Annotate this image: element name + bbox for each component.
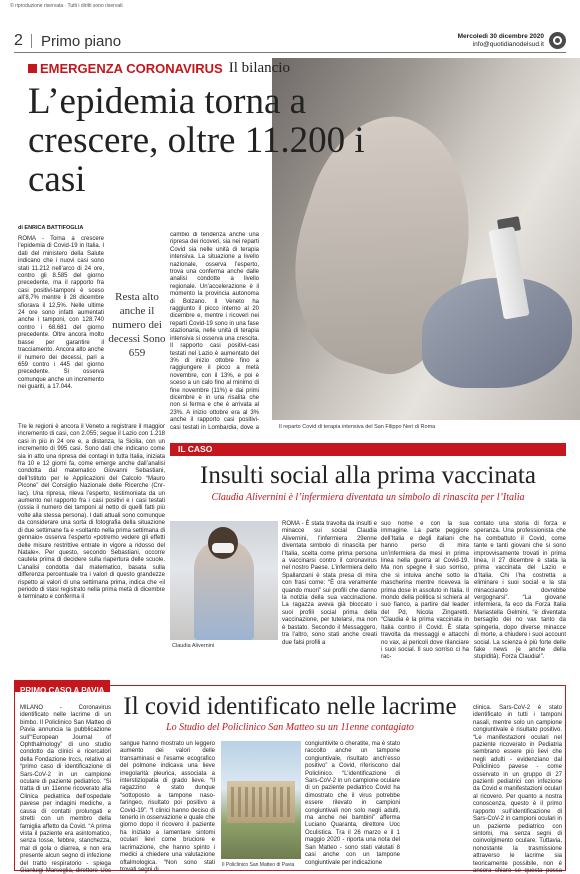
main-author: di ENRICA BATTIFOGLIA [18,225,84,231]
header-separator [31,34,32,48]
photo-mask [212,543,234,553]
copyright-line: © riproduzione riservata · Tutti i diritti sono riservati [10,3,123,9]
second-headline: Insulti social alla prima vaccinata [200,462,536,489]
second-tag-label: IL CASO [178,444,213,454]
main-kicker [28,59,290,74]
second-photo-caption: Claudia Alivernini [172,643,215,649]
third-col-1: sangue hanno mostrato un leggero aumento dei valori delle transaminasi e l’esame ecografico del polmone indicava una lieve irregolarità pleurica, associata a interstiziopatia di grado lieve. “Il ragazzino è stato dunque “sottoposto a tampone naso-faringeo, risultato poi positivo a Covid-19”. “I clinici hanno deciso di tenerlo in osservazione e quale che giorno dopo il ricovero il paziente ha iniziato a lamentare sintomi oculari lievi come bruciore e lacrimazione, che hanno spinto i medici a chiedere una valutazione oftalmologica. “Non sono stati trovati segni di [120,741,215,873]
header-meta [458,33,544,49]
third-story-tag [14,680,110,695]
second-col-2: suo nome e con la sua immagine. La parte peggiore dell’Italia e degli italiani che hanno perso di mira un’infermiera da mesi in prima linea nella guerra al Covid-19. Ma non spegne il suo sorriso, che si intuiva anche sotto la mascherina mentre riceveva la prima dose in assoluto in Italia. Il mondo della politica si schiera al suo fianco, a partire dal leader del Pd, Nicola Zingaretti. “Claudia è la prima vaccinata in Italia contro il Covid. È stata travolta da messaggi e attacchi no vax, ai pericoli dove rilanciare i suoi social. Il suo sorriso ci ha rac- [381,521,469,661]
page-header [14,32,566,50]
photo-glove [422,278,572,388]
main-headline: L’epidemia torna a crescere, oltre 11.200 i casi [28,81,365,200]
kicker-square-icon [28,64,37,73]
main-col-1: ROMA - Torna a crescere l’epidemia di Covid-19 in Italia. I dati del ministero della Salute indicano che i nuovi casi sono stati 11.212 nell’arco di 24 ore, contro gli 8.585 del giorno precedente, ma il rapporto fra casi positivi-tamponi è sceso all’8,7% mentre il 28 dicembre sfiorava il 12,5%. Nelle ultime 24 ore sono infatti aumentati anche i tamponi, con 128.740 contro i 68.681 del giorno precedente. Oltre ancora molto basse per garantire il tracciamento. Ancora alto anche il numero dei decessi, pari a 659 contro i 445 del giorno precedente. Si osserva comunque anche un incremento nei guariti, a 17.044. [18,236,104,391]
third-photo-caption: Il Policlinico San Matteo di Pavia [222,862,295,868]
third-col-2: congiuntivite o cheratite, ma è stato raccolto anche un tampone congiuntivale, risultato anch’esso positivo” a Covid, riferiscono dal Policlinico. “L’identificazione di Sars-CoV-2 in un campione oculare di un paziente pediatrico Covid ha dimostrato che il virus potrebbe essere rilevato in campioni congiuntivali non solo negli adulti, ma anche nei bambini” afferma Luciano Quaranta, direttore Uoc Oculistica. Tra il 26 marzo e il 1 maggio 2020 - riporta una nota del San Matteo - sono stati valutati 8 casi anche con un tampone congiuntivale per indicazione [305,741,400,866]
third-headline: Il covid identificato nelle lacrime [123,693,457,720]
page-number: 2 [14,32,23,49]
issue-date: Mercoledì 30 dicembre 2020 [457,33,544,40]
section-title: Primo piano [41,33,122,50]
main-col-2: cambio di tendenza anche una ripresa dei ricoveri, sia nei reparti Covid sia nelle unità di terapia intensiva. La situazione a livello nazionale, osserva l’esperto, trova una conferma anche dalle analisi condotte a livello regionale. Un’accelerazione è il momento la provincia autonoma di Bolzano. Il Veneto ha raggiunto il picco interno al 20 dicembre e, mentre i ricoveri nei reparti Covid-19 sono in una fase stazionaria, nelle unità di terapia intensiva si osserva una crescita. Il rapporto casi positivi-casi testati nel Lazio è aumentato del 3% di inizio ottobre fino a raggiungere il picco a metà novembre, con il 13%, e poi è sceso a un calo fino al minimo di fine novembre (11%) e dai primi dicembre è in una risalita che non si ferma e che è arrivata al 23%. A inizio ottobre era al 3% anche il rapporto casi positivi-casi testati in Lombardia, dove a [170,232,259,431]
main-col-1b: Tre le regioni è ancora il Veneto a registrare il maggior incremento di casi, con 2.055; segue il Lazio con 1.218 casi in più in 24 ore e, a distanza, la Sicilia, con un incremento di 995 casi. Sono dati che indicano come sia in atto una ripresa dei contagi in tutta Italia, iniziata fra 10 e 12 giorni fa, come emerge anche dall’analisi condotta dal matematico Giovanni Sebastiani, dell’Istituto per le Applicazioni del Calcolo “Mauro Picone” del Consiglio Nazionale delle Ricerche (Cnr-Iac). Una ripresa, rileva l’esperto, testimoniata da un aumento nel rapporto fra i casi positivi e i casi testati (ossia il numero dei tamponi al netto di quelli fatti più volte alla stessa persona). I dati attuali sono comunque da considerare una sorta di fotografia della situazione di due settimane fa e «soltanto nella prima settimana di gennaio» osserva l’esperto «potremo vedere gli effetti delle misure restrittive entrate in vigore a ridosso del Natale». Per questo, secondo Sebastiani, occorre cautela prima di decidere sulla riapertura delle scuole. L’analisi condotta dal matematico, basata sulla differenza percentuale tra i valori di questo grandezze rispetto ai valori di una settimana prima, indica che «il periodo di stasi registrato nella prima metà di dicembre è terminato e conferma il [18,424,165,601]
main-pullquote: Resta alto anche il numero dei decessi Sono 659 [108,291,166,359]
third-tag-label: PRIMO CASO A PAVIA [20,686,105,695]
second-col-3: contato una storia di forza e speranza. Una professionista che ha combattuto il Covid, come tante e tanti giovani che si sono improvvisamente trovati in prima linea, il 27 dicembre è stata la prima vaccinata del Lazio e d’Italia. Chi l’ha costretta a eliminare i suoi social e la sta minacciando dovrebbe vergognarsi”. “La giovane infermiera, fa eco da Forza Italia Mariastella Gelmini, “è diventata bersaglio dei no vax tanto da spingerla, dopo diverse minacce di morte, a chiudere i suoi account social. La scienza è più forte delle fake news (e anche della stupidità). Forza Claudia!”. [474,521,566,661]
third-col-4: clinica. Sars-CoV-2 è stato identificato in tutti i tamponi nasali, mentre solo un campione congiuntivale è risultato positivo. “Le manifestazioni oculari nel paziente ricoverato in Pediatria sembrano essere più lievi che negli adulti - evidenziano dal Policlinico pavese - come osservato in un gruppo di 27 pazienti pediatrici con infezione da Covid e manifestazioni oculari al ricovero. Per quanto a nostra conoscenza, questo è il primo rapporto sull’identificazione di Sars-CoV-2 in campioni oculari in un paziente pediatrico con sintomi, ma senza segni di coinvolgimento oculare. Tuttavia, nonostante la trasmissione attraverso le lacrime sia teoricamente possibile, non è ancora chiaro se questa possa [473,705,562,874]
header-rule [14,52,566,53]
kicker-tag: Il bilancio [228,59,290,76]
third-photo [221,741,301,859]
photo-building [227,781,295,823]
second-col-1: ROMA - È stata travolta da insulti e minacce sui social Claudia Alivernini, l’infermiera 29enne diventata simbolo di rinascita per l’Italia, scelta come prima persona a vaccinarsi contro il coronavirus nel nostro Paese. L’infermiera dello Spallanzani è stata presa di mira con frasi come: “È ora veramente quando muori” sui profili che danno la notizia della sua vaccinazione. La ragazza aveva già bloccato i suoi profili social prima della vaccinazione, per tutelarsi, ma non è bastato. Secondo il Messaggero, tra l’altro, sono stati anche creati due falsi profili a [282,521,377,646]
third-subheadline: Lo Studio del Policlinico San Matteo su un 11enne contagiato [166,722,414,733]
second-subheadline: Claudia Alivernini è l’infermiera diventata un simbolo di rinascita per l’Italia [211,492,525,503]
third-col-0: MILANO - Coronavirus identificato nelle lacrime di un bimbo. Il Policlinico San Matteo di Pavia annuncia la pubblicazione sull’“European Journal of Ophthalmology” di uno studio condotto da clinici e ricercatori della Fondazione Irccs, relativo al “primo caso di identificazione di Sars-CoV-2 in un campione oculare di paziente pediatrico. “Si tratta di un 11enne ricoverato alla Clinica pediatrica dell’ospedale pavese per indagini mediche, a causa di contatti prolungati e stretti con un membro della famiglia affetto da Covid. “A prima vista il paziente era asintomatico, senza tosse, febbre, stanchezza, mal di gola o diarrea, e non era presente alcun segno di infezione del tratto respiratorio - spiega Gianluigi Marseglia, direttore Uoc [20,705,111,874]
contact-email[interactable]: info@quotidianodelsud.it [472,41,544,48]
main-photo-caption: Il reparto Covid di terapia intensiva del San Filippo Neri di Roma [279,424,436,430]
newspaper-logo-icon [549,32,566,49]
second-photo [170,521,278,640]
kicker-label: EMERGENZA CORONAVIRUS [40,60,223,76]
second-story-tag [170,443,566,456]
